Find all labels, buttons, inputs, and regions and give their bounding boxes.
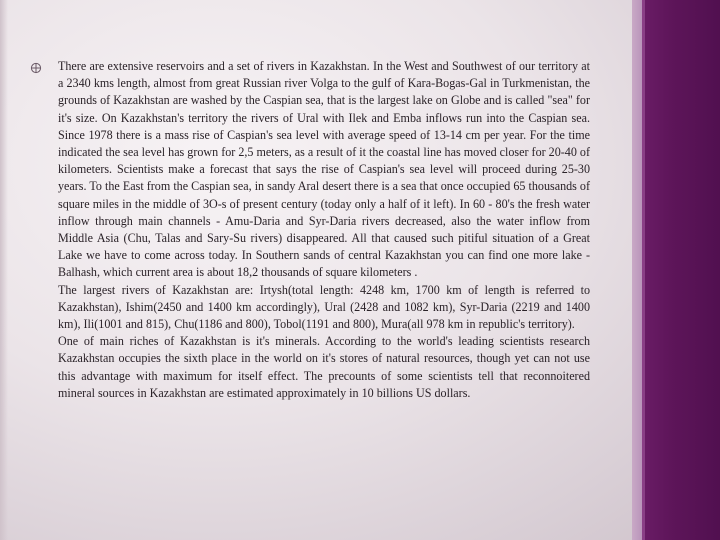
paragraph-minerals: One of main riches of Kazakhstan is it's minerals. According to the world's leading scientists research Kazakhstan occupies the sixth place in the world on it's stores of natural resources, though yet can not use this advantage with maximum for itself effect. The precounts of some scientists tell that reconnoitered mineral sources in Kazakhstan are estimated approximately in 10 billions US dollars. [58,334,590,400]
paragraph-largest-rivers: The largest rivers of Kazakhstan are: Irtysh(total length: 4248 km, 1700 km of length is referred to Kazakhstan), Ishim(2450 and 1400 km accordingly), Ural (2428 and 1082 km), Syr-Daria (2219 and 1400 km), Ili(1001 and 815), Chu(1186 and 800), Tobol(1191 and 800), Mura(all 978 km in republic's territory). [58,282,590,332]
slide-content [30,58,590,402]
paragraph-reservoirs: There are extensive reservoirs and a set of rivers in Kazakhstan. In the West and Southwest of our territory at a 2340 kms length, almost from great Russian river Volga to the gulf of Kara-Bogas-Gal in Turkmenistan, the grounds of Kazakhstan are washed by the Caspian sea, that is the largest lake on Globe and is called "sea" for it's size. On Kazakhstan's territory the rivers of Ural with Ilek and Emba inflows run into the Caspian sea. Since 1978 there is a mass rise of Caspian's sea level with average speed of 13-14 cm per year. For the time indicated the sea level has grown for 2,5 meters, as a result of it the coastal line has moved closer for 20-40 of kilometers. Scientists make a forecast that says the rise of Caspian's sea level will proceed during 25-30 years. To the East from the Caspian sea, in sandy Aral desert there is a sea that once occupied 65 thousands of square miles in the middle of 3O-s of present century (today only a half of it left). In 60 - 80's the fresh water inflow through main channels - Amu-Daria and Syr-Daria rivers decreased, also the water inflow from Middle Asia (Chu, Talas and Sary-Su rivers) disappeared. All that caused such pitiful situation of a Great Lake we have to come across today. In Southern sands of central Kazakhstan you can find one more lake - Balhash, which current area is about 18,2 thousands of square kilometers . [58,59,590,280]
side-accent-band [642,0,720,540]
body-text [58,58,590,402]
circled-plus-bullet-icon [30,62,42,74]
